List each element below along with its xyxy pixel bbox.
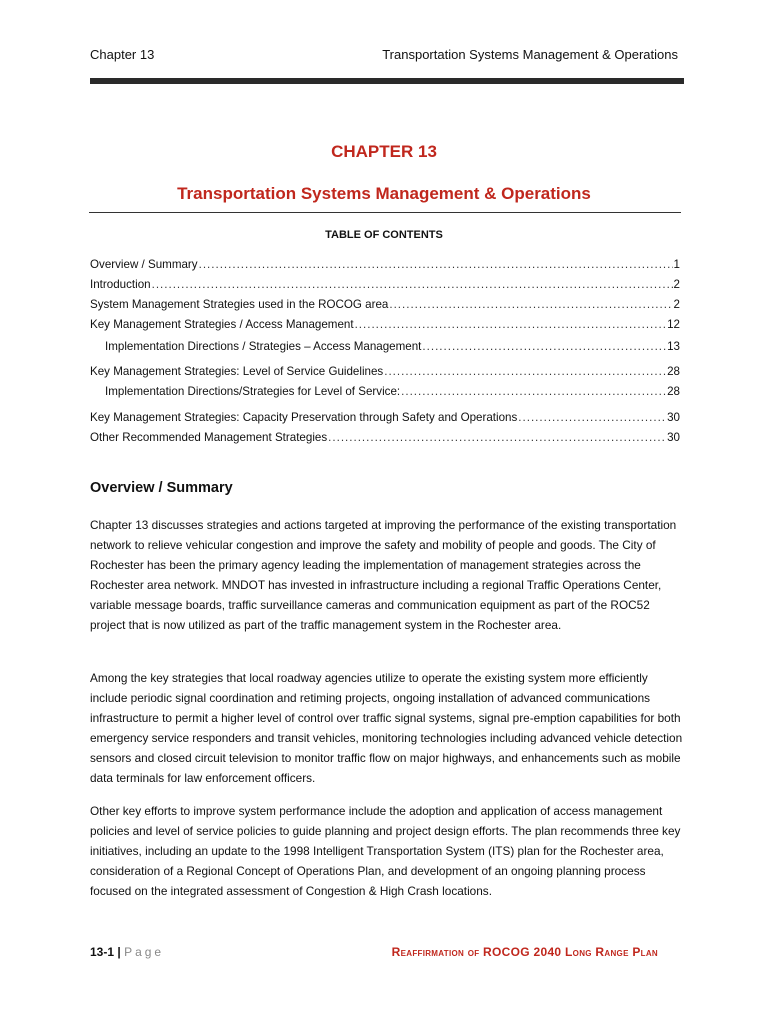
toc-leader	[422, 340, 666, 353]
toc-entry-label: Key Management Strategies / Access Management	[90, 318, 354, 331]
header-chapter: Chapter 13	[90, 47, 155, 62]
header-title: Transportation Systems Management & Operations	[382, 47, 678, 62]
toc-leader	[328, 431, 666, 444]
footer-document-title: Reaffirmation of ROCOG 2040 Long Range Plan	[391, 945, 658, 959]
toc-entry-access-management[interactable]	[90, 318, 680, 338]
toc-entry-page: 2	[673, 278, 680, 291]
toc-leader	[518, 411, 666, 424]
toc-entry-page: 1	[673, 258, 680, 271]
page-footer	[90, 943, 658, 963]
toc-entry-system-strategies[interactable]	[90, 298, 680, 318]
toc-entry-introduction[interactable]	[90, 278, 680, 298]
section-heading: Overview / Summary	[90, 480, 233, 496]
toc-entry-other-strategies[interactable]	[90, 431, 680, 451]
toc-entry-label: Other Recommended Management Strategies	[90, 431, 328, 444]
toc-entry-label: Implementation Directions/Strategies for Level of Service:	[105, 385, 401, 398]
toc-entry-label: Introduction	[90, 278, 151, 291]
body-paragraph: Chapter 13 discusses strategies and actions targeted at improving the performance of the existing transportation network to relieve vehicular congestion and improve the safety and mobility of people and goods. The City of Rochester has been the primary agency leading the implementation of management strategies across the Rochester area network. MNDOT has invested in infrastructure including a regional Traffic Operations Center, variable message boards, traffic surveillance cameras and communication equipment as part of the ROC52 project that is now utilized as part of the traffic management system in the Rochester area.	[90, 518, 677, 632]
footer-separator: |	[117, 945, 121, 959]
toc-leader	[384, 365, 666, 378]
body-paragraph: Among the key strategies that local roadway agencies utilize to operate the existing system more efficiently include periodic signal coordination and retiming projects, ongoing installation of advanced communications infrastructure to permit a higher level of control over traffic signal systems, signal pre-emption capabilities for both emergency service responders and transit vehicles, monitoring technologies including advanced vehicle detection sensors and closed circuit television to monitor traffic flow on major highways, and enhancements such as mobile data terminals for law enforcement officers.	[90, 671, 683, 785]
toc-heading: TABLE OF CONTENTS	[325, 229, 443, 241]
toc-leader	[355, 318, 667, 331]
toc-entry-page: 30	[667, 431, 680, 444]
toc-entry-label: Key Management Strategies: Level of Service Guidelines	[90, 365, 384, 378]
toc-entry-page: 30	[667, 411, 680, 424]
toc-entry-label: System Management Strategies used in the ROCOG area	[90, 298, 389, 311]
title-rule	[89, 212, 681, 213]
toc-entry-capacity-preservation[interactable]	[90, 411, 680, 431]
footer-page-number: 13-1	[90, 945, 115, 959]
toc-entry-page: 12	[667, 318, 680, 331]
toc-entry-page: 13	[667, 340, 680, 353]
chapter-number: CHAPTER 13	[331, 142, 437, 161]
toc-leader	[152, 278, 673, 291]
toc-entry-label: Key Management Strategies: Capacity Preservation through Safety and Operations	[90, 411, 518, 424]
toc-entry-level-of-service[interactable]	[90, 365, 680, 385]
toc-leader	[199, 258, 673, 271]
header-rule	[90, 78, 684, 84]
toc-entry-access-implementation[interactable]	[105, 340, 680, 360]
toc-entry-los-implementation[interactable]	[105, 385, 680, 405]
footer-page-label	[90, 945, 164, 959]
toc-entry-overview[interactable]	[90, 258, 680, 278]
toc-entry-page: 28	[667, 365, 680, 378]
body-paragraph: Other key efforts to improve system performance include the adoption and application of access management policies and level of service policies to guide planning and project design efforts. The plan recommends three key initiatives, including an update to the 1998 Intelligent Transportation System (ITS) plan for the Rochester area, consideration of a Regional Concept of Operations Plan, and development of an ongoing planning process focused on the integrated assessment of Congestion & High Crash locations.	[90, 804, 681, 898]
toc-leader	[401, 385, 666, 398]
chapter-title: Transportation Systems Management & Operations	[177, 184, 591, 203]
running-header	[90, 44, 678, 66]
toc-entry-label: Overview / Summary	[90, 258, 198, 271]
toc-entry-page: 28	[667, 385, 680, 398]
toc-entry-page: 2	[673, 298, 680, 311]
toc-leader	[389, 298, 672, 311]
footer-page-word: Page	[124, 945, 165, 959]
toc-entry-label: Implementation Directions / Strategies – Access Management	[105, 340, 422, 353]
